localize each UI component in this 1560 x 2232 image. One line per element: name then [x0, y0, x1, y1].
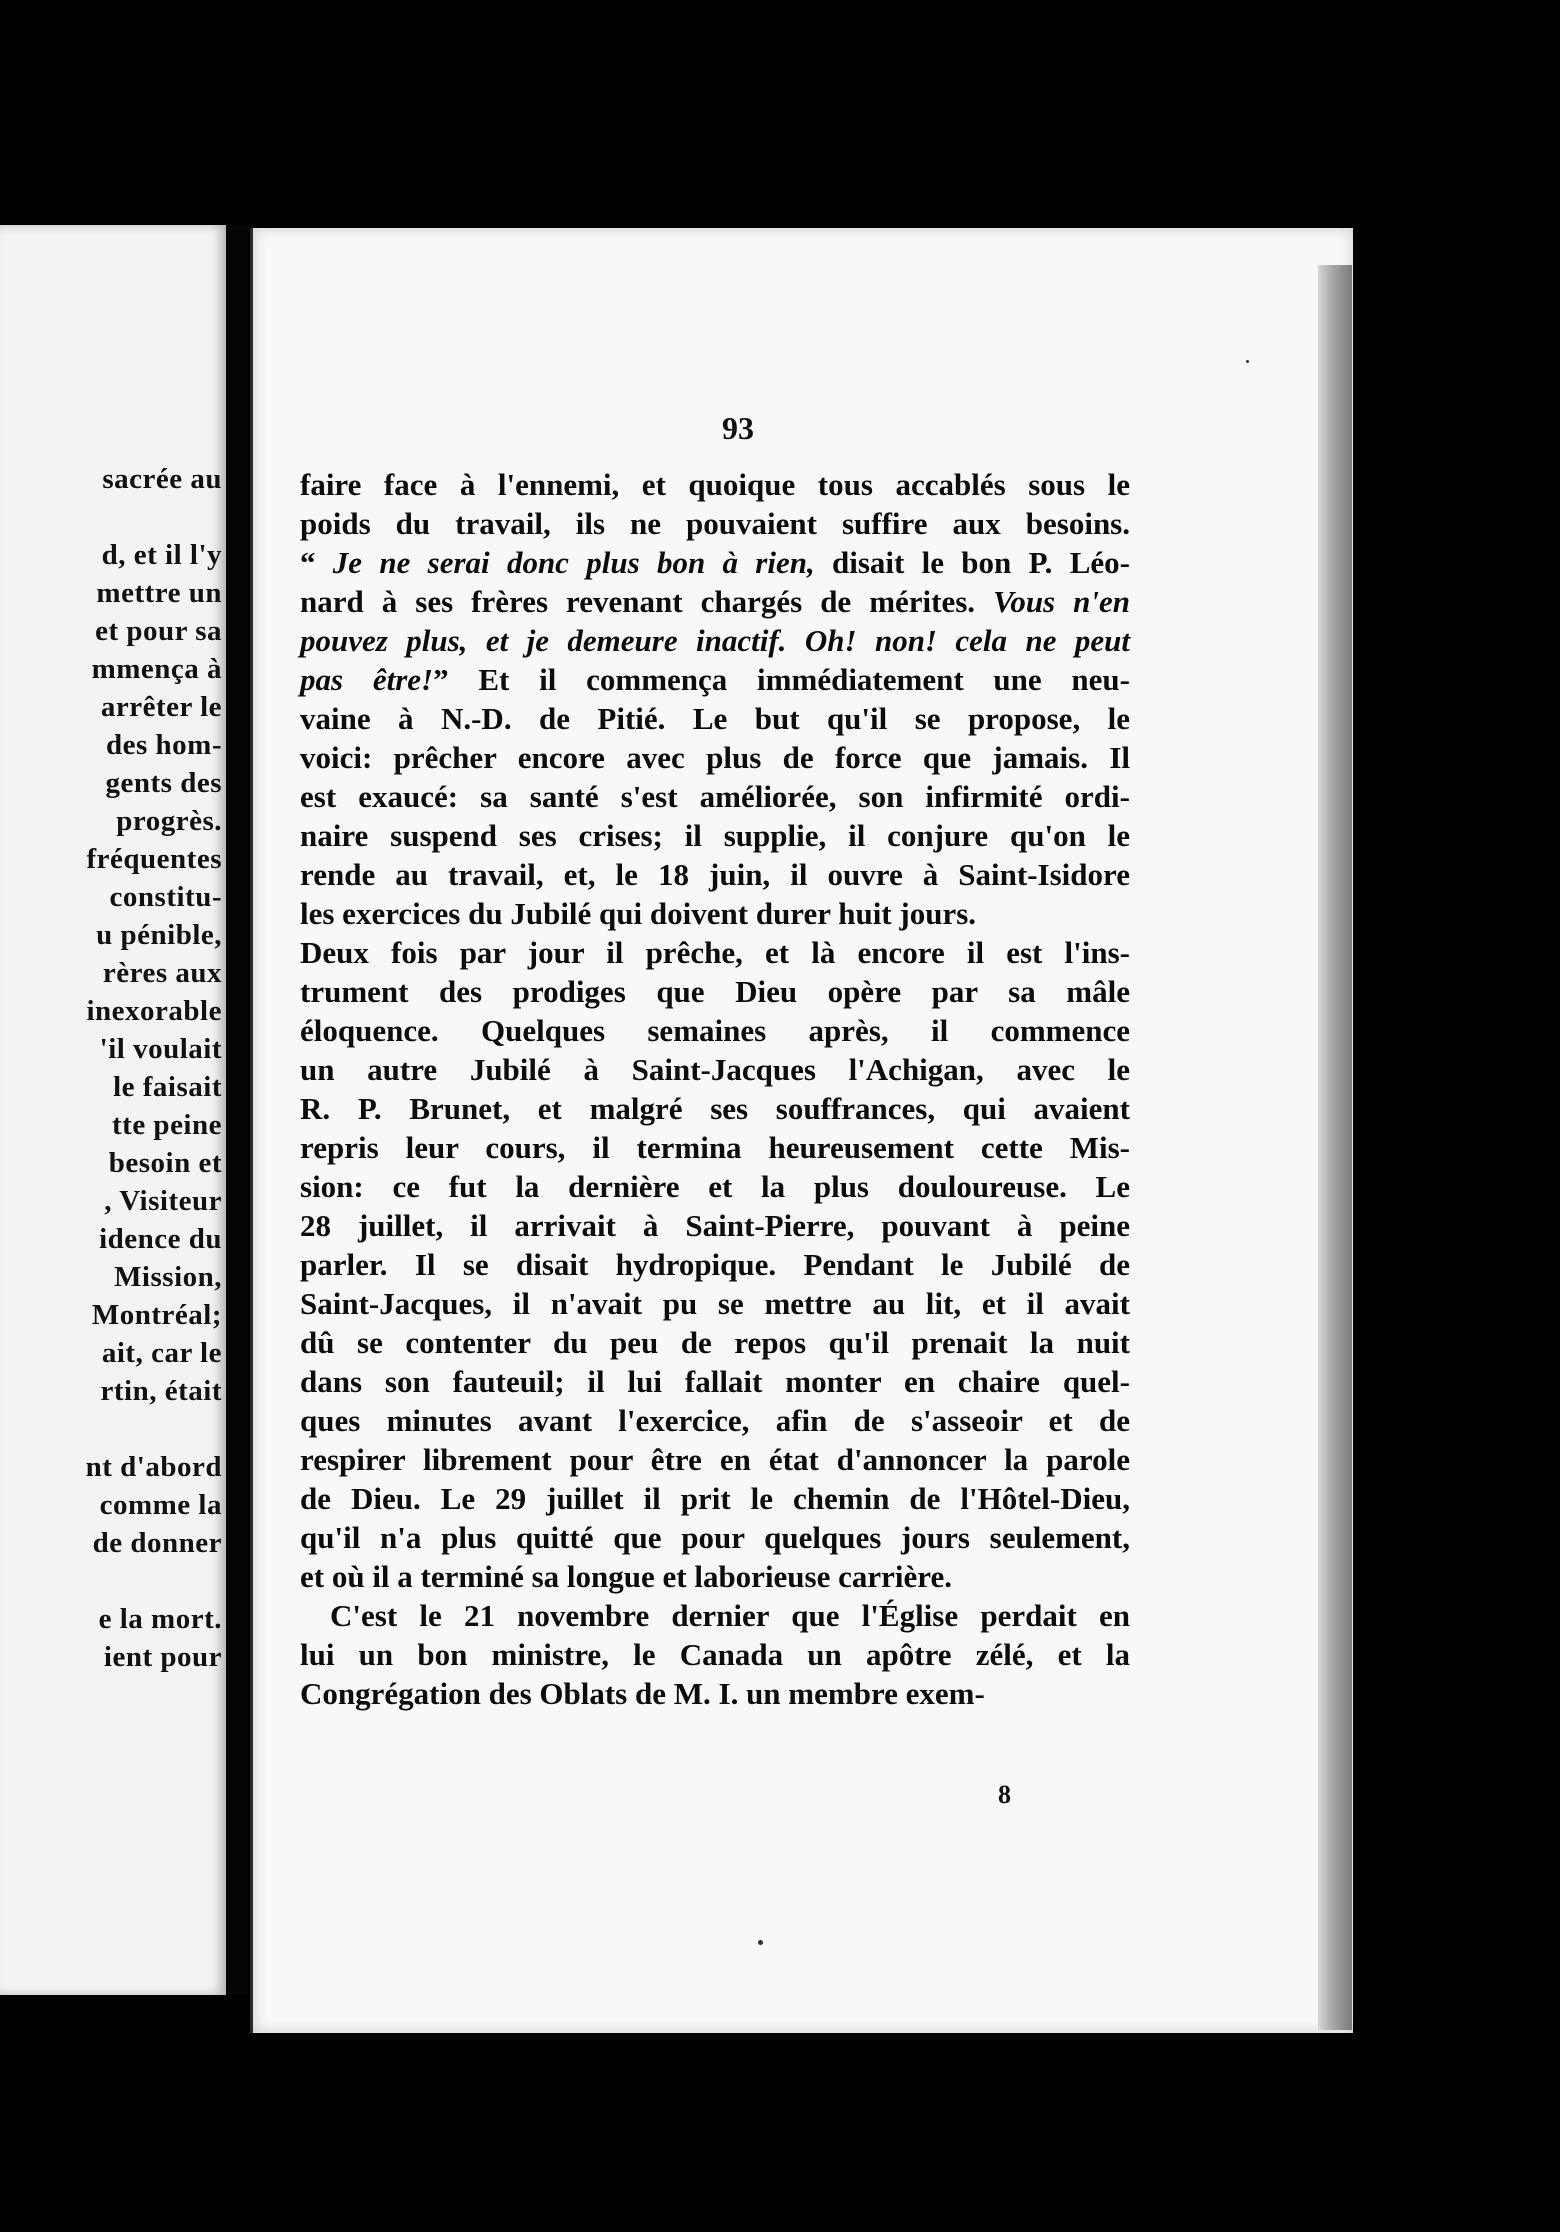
- left-page-line: 'il voulait: [99, 1033, 222, 1065]
- body-line: faire face à l'ennemi, et quoique tous accablés sous le: [300, 467, 1130, 502]
- italic-quote: Vous n'en: [993, 584, 1130, 619]
- left-page-text: [0, 460, 222, 1676]
- left-page-line: progrès.: [116, 805, 222, 837]
- left-page-line: u pénible,: [96, 919, 222, 951]
- signature-mark: 8: [998, 1780, 1011, 1809]
- body-line: poids du travail, ils ne pouvaient suffire aux besoins.: [300, 506, 1130, 541]
- left-page-line: le faisait: [113, 1071, 222, 1103]
- body-line: et où il a terminé sa longue et laborieuse carrière.: [300, 1559, 952, 1594]
- body-line: sion: ce fut la dernière et la plus douloureuse. Le: [300, 1169, 1130, 1204]
- left-page-line: rères aux: [102, 957, 222, 989]
- body-line: repris leur cours, il termina heureusement cette Mis-: [300, 1130, 1130, 1165]
- left-page-line: nt d'abord: [85, 1451, 222, 1483]
- left-page-line: tte peine: [112, 1109, 222, 1141]
- left-page-line: mettre un: [96, 577, 222, 609]
- body-line: dû se contenter du peu de repos qu'il prenait la nuit: [300, 1325, 1130, 1360]
- body-line: éloquence. Quelques semaines après, il commence: [300, 1013, 1130, 1048]
- body-line: respirer librement pour être en état d'annoncer la parole: [300, 1442, 1130, 1477]
- body-line: pas être!” Et il commença immédiatement une neu-: [300, 662, 1130, 697]
- body-line: Saint-Jacques, il n'avait pu se mettre au lit, et il avait: [300, 1286, 1130, 1321]
- specks: [758, 1940, 763, 1945]
- left-page-line: gents des: [105, 767, 222, 799]
- page-number: 93: [722, 410, 754, 446]
- left-page-line: e la mort.: [98, 1603, 222, 1635]
- body-line: C'est le 21 novembre dernier que l'Église perdait en: [330, 1598, 1130, 1633]
- italic-quote: pas être!: [300, 662, 434, 697]
- left-page-line: Montréal;: [91, 1299, 222, 1331]
- body-line: [300, 621, 1130, 660]
- body-line: qu'il n'a plus quitté que pour quelques jours seulement,: [300, 1520, 1130, 1555]
- left-page-line: constitu-: [109, 881, 222, 913]
- body-line: dans son fauteuil; il lui fallait monter en chaire quel-: [300, 1364, 1130, 1399]
- left-page-line: arrêter le: [100, 691, 222, 723]
- body-line: 28 juillet, il arrivait à Saint-Pierre, pouvant à peine: [300, 1208, 1130, 1243]
- body-line: naire suspend ses crises; il supplie, il conjure qu'on le: [300, 818, 1130, 853]
- left-page-line: des hom-: [106, 729, 222, 761]
- body-line: les exercices du Jubilé qui doivent durer huit jours.: [300, 896, 977, 931]
- body-line: nard à ses frères revenant chargés de mérites. Vous n'en: [300, 584, 1130, 619]
- left-page-line: [0, 498, 222, 536]
- left-page-line: , Visiteur: [104, 1185, 222, 1217]
- body-line: vaine à N.-D. de Pitié. Le but qu'il se propose, le: [300, 701, 1130, 736]
- body-line: rende au travail, et, le 18 juin, il ouvre à Saint-Isidore: [300, 857, 1130, 892]
- body-text: [300, 465, 1130, 1713]
- body-line: un autre Jubilé à Saint-Jacques l'Achigan, avec le: [300, 1052, 1130, 1087]
- gutter: [226, 225, 248, 1995]
- left-page-line: [0, 1410, 222, 1448]
- body-line: trument des prodiges que Dieu opère par sa mâle: [300, 974, 1130, 1009]
- left-page-line: inexorable: [86, 995, 222, 1027]
- left-page-line: d, et il l'y: [101, 539, 222, 571]
- body-line: Congrégation des Oblats de M. I. un membre exem-: [300, 1676, 985, 1711]
- left-page-line: [0, 1562, 222, 1600]
- left-page-line: mmença à: [91, 653, 222, 685]
- left-page-line: ient pour: [103, 1641, 222, 1673]
- left-page-line: idence du: [99, 1223, 222, 1255]
- specks: [1246, 360, 1249, 363]
- left-page-line: comme la: [99, 1489, 222, 1521]
- left-page-line: de donner: [92, 1527, 222, 1559]
- body-line: R. P. Brunet, et malgré ses souffrances, qui avaient: [300, 1091, 1130, 1126]
- body-line: de Dieu. Le 29 juillet il prit le chemin de l'Hôtel-Dieu,: [300, 1481, 1130, 1516]
- body-line: parler. Il se disait hydropique. Pendant le Jubilé de: [300, 1247, 1130, 1282]
- body-line: est exaucé: sa santé s'est améliorée, son infirmité ordi-: [300, 779, 1130, 814]
- left-page-line: fréquentes: [86, 843, 222, 875]
- left-page-line: et pour sa: [95, 615, 222, 647]
- body-line: “ Je ne serai donc plus bon à rien, disait le bon P. Léo-: [300, 545, 1130, 580]
- left-page-line: rtin, était: [100, 1375, 222, 1407]
- left-page-line: besoin et: [108, 1147, 222, 1179]
- left-page: [0, 225, 226, 1995]
- body-line: voici: prêcher encore avec plus de force que jamais. Il: [300, 740, 1130, 775]
- body-line: lui un bon ministre, le Canada un apôtre zélé, et la: [300, 1637, 1130, 1672]
- italic-quote: Je ne serai donc plus bon à rien,: [332, 545, 815, 580]
- left-page-line: ait, car le: [101, 1337, 222, 1369]
- italic-quote: pouvez plus, et je demeure inactif. Oh! non! cela ne peut: [300, 623, 1130, 658]
- body-line: ques minutes avant l'exercice, afin de s'asseoir et de: [300, 1403, 1130, 1438]
- left-page-line: sacrée au: [102, 463, 222, 495]
- page-edge: [1318, 265, 1352, 2030]
- left-page-line: Mission,: [114, 1261, 222, 1293]
- body-line: Deux fois par jour il prêche, et là encore il est l'ins-: [300, 935, 1130, 970]
